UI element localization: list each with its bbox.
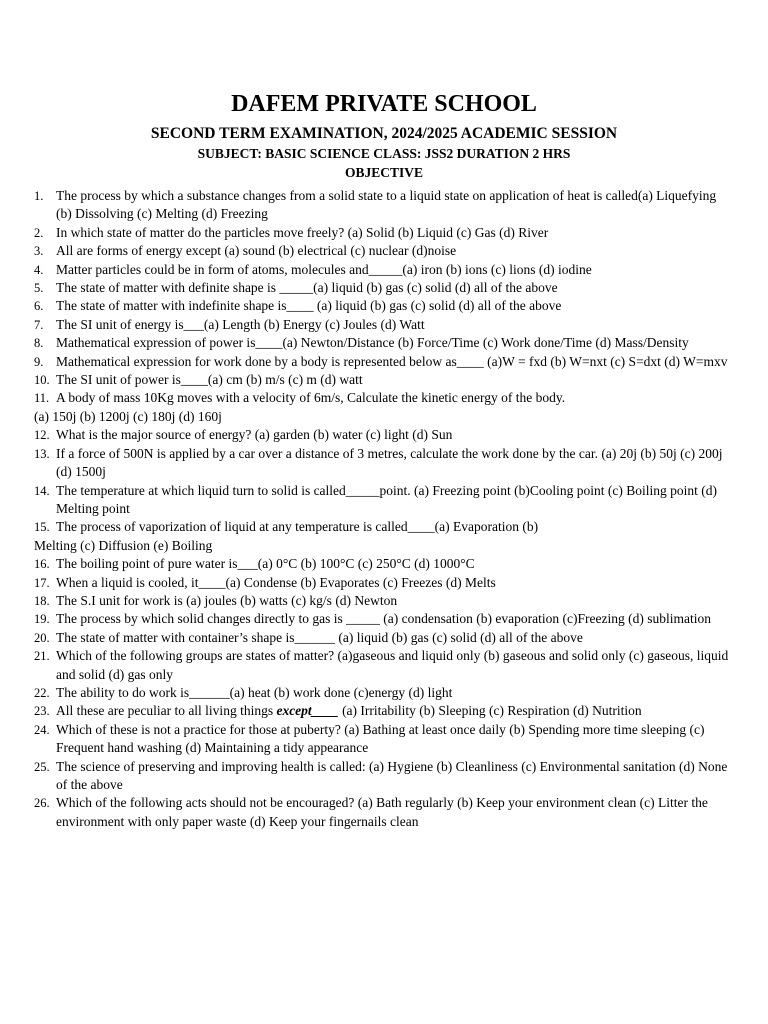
question-item [0,316,768,334]
question-item [0,187,768,224]
question-item [0,574,768,592]
question-number: 6. [34,299,44,314]
question-stem: The process of vaporization of liquid at any temperature is called____(a) Evaporation (b) [56,519,539,535]
question-text: Which of the following acts should not be encouraged? (a) Bath regularly (b) Keep your environment clean (c) Litter the environment with only paper waste (d) Keep your fingernails clean [56,795,708,829]
question-text: Mathematical expression of power is____(a) Newton/Distance (b) Force/Time (c) Work done/Time (d) Mass/Density [56,335,689,351]
question-text: When a liquid is cooled, it____(a) Condense (b) Evaporates (c) Freezes (d) Melts [56,574,496,590]
question-item [0,702,768,720]
question-text: Mathematical expression for work done by a body is represented below as____ (a)W = fxd (b) W=nxt (c) S=dxt (d) W=mxv [56,353,728,369]
question-number: 15. [34,520,50,535]
question-number: 16. [34,557,50,572]
question-number: 14. [34,483,50,498]
question-number: 5. [34,281,44,296]
question-text: The process by which solid changes directly to gas is _____ (a) condensation (b) evaporation (c)Freezing (d) sublimation [56,611,711,627]
question-item [0,721,768,758]
question-number: 1. [34,189,44,203]
question-item [0,610,768,628]
question-number: 9. [34,354,44,369]
question-stem: All these are peculiar to all living things [56,703,277,719]
question-item [0,555,768,573]
question-number: 10. [34,373,50,388]
question-text: The SI unit of power is____(a) cm (b) m/s (c) m (d) watt [56,372,363,388]
question-stem: A body of mass 10Kg moves with a velocity of 6m/s, Calculate the kinetic energy of the body. [56,390,566,406]
question-options: (a) Irritability (b) Sleeping (c) Respiration (d) Nutrition [338,703,642,719]
section-title: OBJECTIVE [344,165,424,180]
question-number: 17. [34,575,50,590]
question-number: 8. [34,336,44,351]
question-item [0,371,768,389]
question-item [0,353,768,371]
question-text: The state of matter with container’s shape is______ (a) liquid (b) gas (c) solid (d) all of the above [56,629,583,645]
question-item [0,261,768,279]
question-number: 7. [34,317,44,332]
question-text: If a force of 500N is applied by a car over a distance of 3 metres, calculate the work done by the car. (a) 20j (b) 50j (c) 200j (d) 1500j [56,445,723,480]
question-text: Matter particles could be in form of atoms, molecules and_____(a) iron (b) ions (c) lions (d) iodine [56,261,592,277]
question-text: The temperature at which liquid turn to solid is called_____point. (a) Freezing point (b)Cooling point (c) Boiling point (d) Melting point [56,482,717,516]
question-text: Which of these is not a practice for those at puberty? (a) Bathing at least once daily (b) Spending more time sleeping (c) Frequent hand washing (d) Maintaining a tidy appearance [56,721,705,756]
question-item [0,647,768,684]
question-number: 13. [34,446,50,461]
question-item [0,224,768,242]
question-number: 4. [34,262,44,277]
question-number: 24. [34,722,50,737]
question-item [0,482,768,519]
question-item [0,389,768,426]
question-number: 18. [34,593,50,608]
question-item [0,629,768,647]
question-number: 22. [34,685,50,700]
question-text [56,702,732,720]
question-number: 20. [34,630,50,645]
question-text: Which of the following groups are states of matter? (a)gaseous and liquid only (b) gaseous and solid only (c) gaseous, liquid and solid (d) gas only [56,648,729,682]
question-item [0,334,768,352]
question-text: The science of preserving and improving health is called: (a) Hygiene (b) Cleanliness (c) Environmental sanitation (d) None of the above [56,758,728,792]
question-text: All are forms of energy except (a) sound (b) electrical (c) nuclear (d)noise [56,243,457,259]
question-number: 2. [34,225,44,240]
exam-title: SECOND TERM EXAMINATION, 2024/2025 ACADEMIC SESSION [150,125,618,142]
question-text: The process by which a substance changes from a solid state to a liquid state on application of heat is called(a) Liquefying (b) Dissolving (c) Melting (d) Freezing [56,188,717,222]
question-number: 11. [34,391,50,406]
question-number: 19. [34,612,50,627]
question-item [0,297,768,315]
question-text: The SI unit of energy is___(a) Length (b) Energy (c) Joules (d) Watt [56,316,425,332]
question-item [0,592,768,610]
question-item [0,279,768,297]
question-item [0,445,768,482]
question-number: 26. [34,796,50,811]
question-text: The boiling point of pure water is___(a) 0°C (b) 100°C (c) 250°C (d) 1000°C [56,556,475,572]
question-text: The state of matter with definite shape is _____(a) liquid (b) gas (c) solid (d) all of the above [56,280,558,296]
question-number: 25. [34,759,50,774]
emphasized-word: except____ [276,703,339,719]
subject-line: SUBJECT: BASIC SCIENCE CLASS: JSS2 DURATION 2 HRS [197,146,571,161]
question-number: 21. [34,649,50,664]
question-number: 23. [34,704,50,719]
question-list [0,187,768,831]
question-item [0,794,768,831]
question-text: The ability to do work is______(a) heat (b) work done (c)energy (d) light [56,684,453,700]
question-item [0,242,768,260]
question-options: (a) 150j (b) 1200j (c) 180j (d) 160j [34,408,222,424]
question-item [0,684,768,702]
question-item [0,426,768,444]
question-item [0,758,768,795]
question-text: The S.I unit for work is (a) joules (b) watts (c) kg/s (d) Newton [56,592,398,608]
question-number: 12. [34,428,50,443]
question-text: In which state of matter do the particles move freely? (a) Solid (b) Liquid (c) Gas (d) River [56,224,549,240]
question-text: What is the major source of energy? (a) garden (b) water (c) light (d) Sun [56,427,453,443]
question-options: Melting (c) Diffusion (e) Boiling [34,537,213,553]
question-text: The state of matter with indefinite shape is____ (a) liquid (b) gas (c) solid (d) all of the above [56,298,562,314]
question-number: 3. [34,244,44,259]
question-item [0,518,768,555]
school-name: DAFEM PRIVATE SCHOOL [231,91,537,117]
